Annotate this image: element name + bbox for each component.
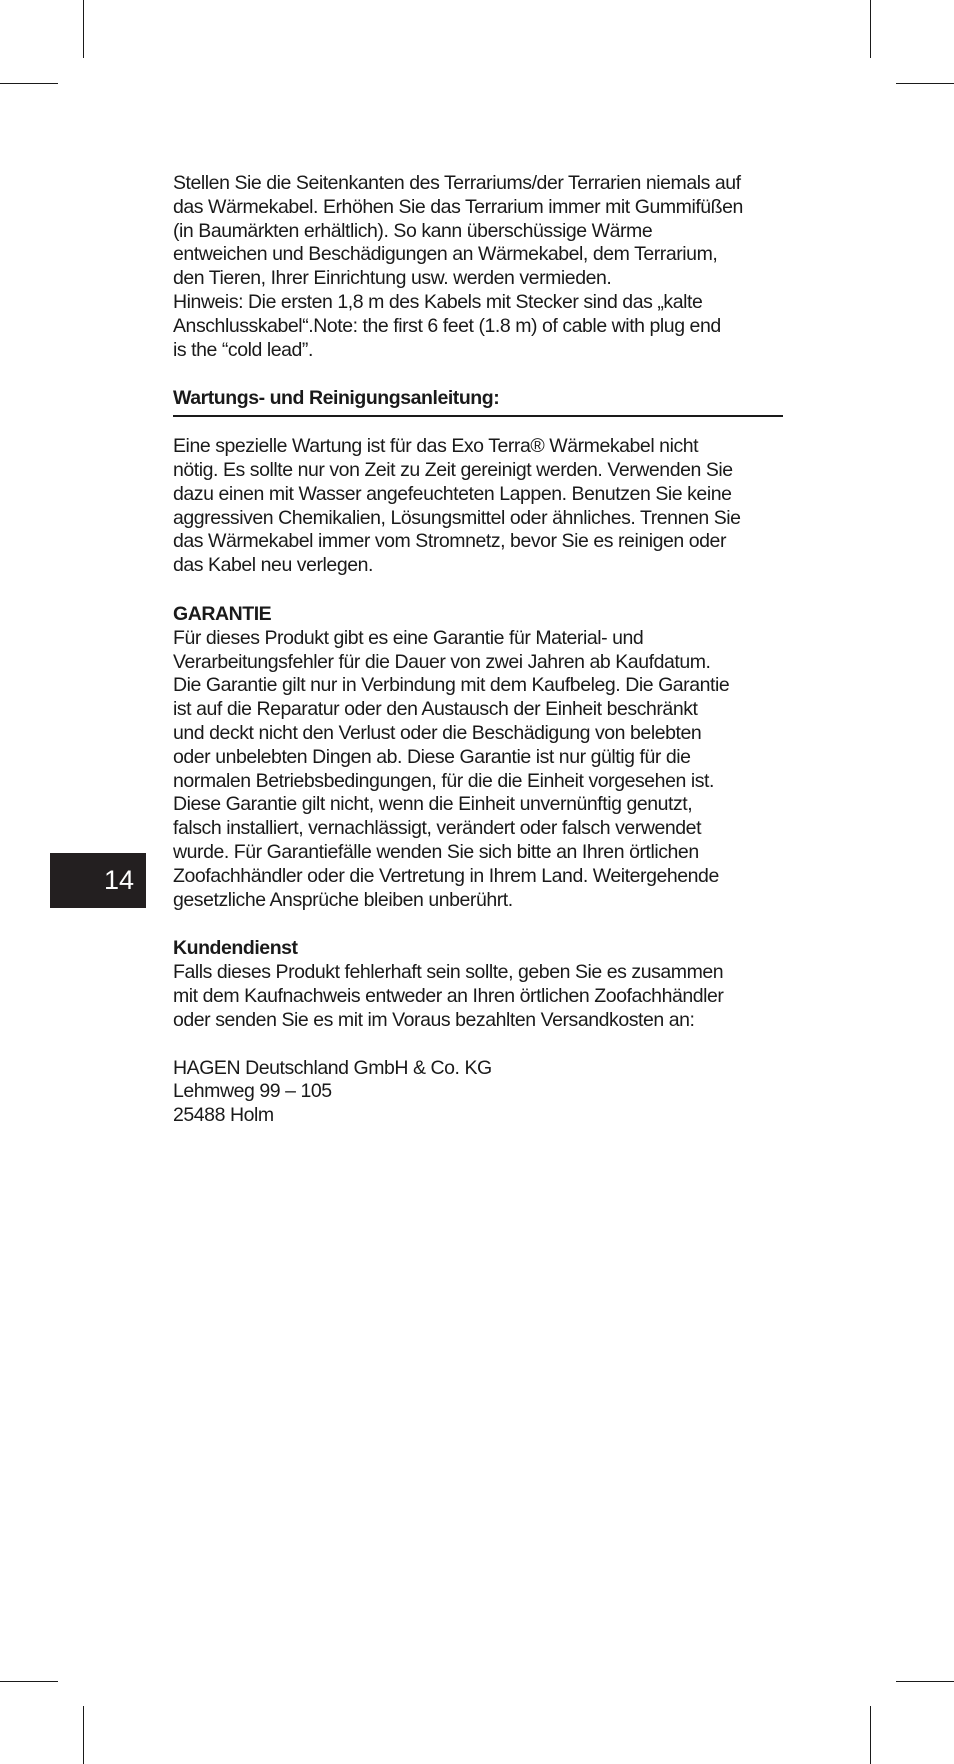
document-body xyxy=(173,172,783,1128)
address-line-company: HAGEN Deutschland GmbH & Co. KG xyxy=(173,1056,492,1079)
crop-mark-bottom-right-horizontal xyxy=(896,1681,954,1682)
customer-service-paragraph: Falls dieses Produkt fehlerhaft sein sollte, geben Sie es zusammen mit dem Kaufnachweis entweder an Ihren örtlichen Zoofachhändler oder senden Sie es mit im Voraus bezahlten Versandkosten an: xyxy=(173,961,724,1031)
warranty-paragraph: Für dieses Produkt gibt es eine Garantie für Material- und Verarbeitungsfehler für die Dauer von zwei Jahren ab Kaufdatum. Die Garantie gilt nur in Verbindung mit dem Kaufbeleg. Die Garantie ist auf die Reparatur oder den Austausch der Einheit beschränkt und deckt nicht den Verlust oder die Beschädigung von belebten oder unbelebten Dingen ab. Diese Garantie ist nur gültig für die normalen Betriebsbedingungen, für die die Einheit vorgesehen ist. Diese Garantie gilt nicht, wenn die Einheit unvernünftig genutzt, falsch installiert, vernachlässigt, verändert oder falsch verwendet wurde. Für Garantiefälle wenden Sie sich bitte an Ihren örtlichen Zoofachhändler oder die Vertretung in Ihrem Land. Weitergehende gesetzliche Ansprüche bleiben unberührt. xyxy=(173,626,730,911)
maintenance-heading: Wartungs- und Reinigungsanleitung: xyxy=(173,387,783,417)
customer-service-heading: Kundendienst xyxy=(173,937,298,960)
maintenance-paragraph: Eine spezielle Wartung ist für das Exo Terra® Wärmekabel nicht nötig. Es sollte nur von Zeit zu Zeit gereinigt werden. Verwenden Sie dazu einen mit Wasser angefeuchteten Lappen. Benutzen Sie keine aggressiven Chemikalien, Lösungsmittel oder ähnliches. Trennen Sie das Wärmekabel immer vom Stromnetz, bevor Sie es reinigen oder das Kabel neu verlegen. xyxy=(173,435,741,577)
crop-mark-top-right-vertical xyxy=(870,0,871,58)
address-line-street: Lehmweg 99 – 105 xyxy=(173,1080,332,1103)
page-number: 14 xyxy=(103,865,134,895)
crop-mark-bottom-left-horizontal xyxy=(0,1681,58,1682)
address-block xyxy=(173,1057,783,1128)
crop-mark-top-left-horizontal xyxy=(0,83,58,84)
page-number-tab xyxy=(50,853,146,908)
intro-paragraph: Stellen Sie die Seitenkanten des Terrariums/der Terrarien niemals auf das Wärmekabel. Erhöhen Sie das Terrarium immer mit Gummifüßen (in Baumärkten erhältlich). So kann überschüssige Wärme entweichen und Beschädigungen an Wärmekabel, dem Terrarium, den Tieren, Ihrer Einrichtung usw. werden vermieden. Hinweis: Die ersten 1,8 m des Kabels mit Stecker sind das „kalte Anschlusskabel“.Note: the first 6 feet (1.8 m) of cable with plug end is the “cold lead”. xyxy=(173,172,743,361)
crop-mark-bottom-left-vertical xyxy=(83,1706,84,1764)
address-line-city: 25488 Holm xyxy=(173,1104,274,1127)
warranty-heading: GARANTIE xyxy=(173,602,272,625)
crop-mark-top-right-horizontal xyxy=(896,83,954,84)
crop-mark-bottom-right-vertical xyxy=(870,1706,871,1764)
crop-mark-top-left-vertical xyxy=(83,0,84,58)
